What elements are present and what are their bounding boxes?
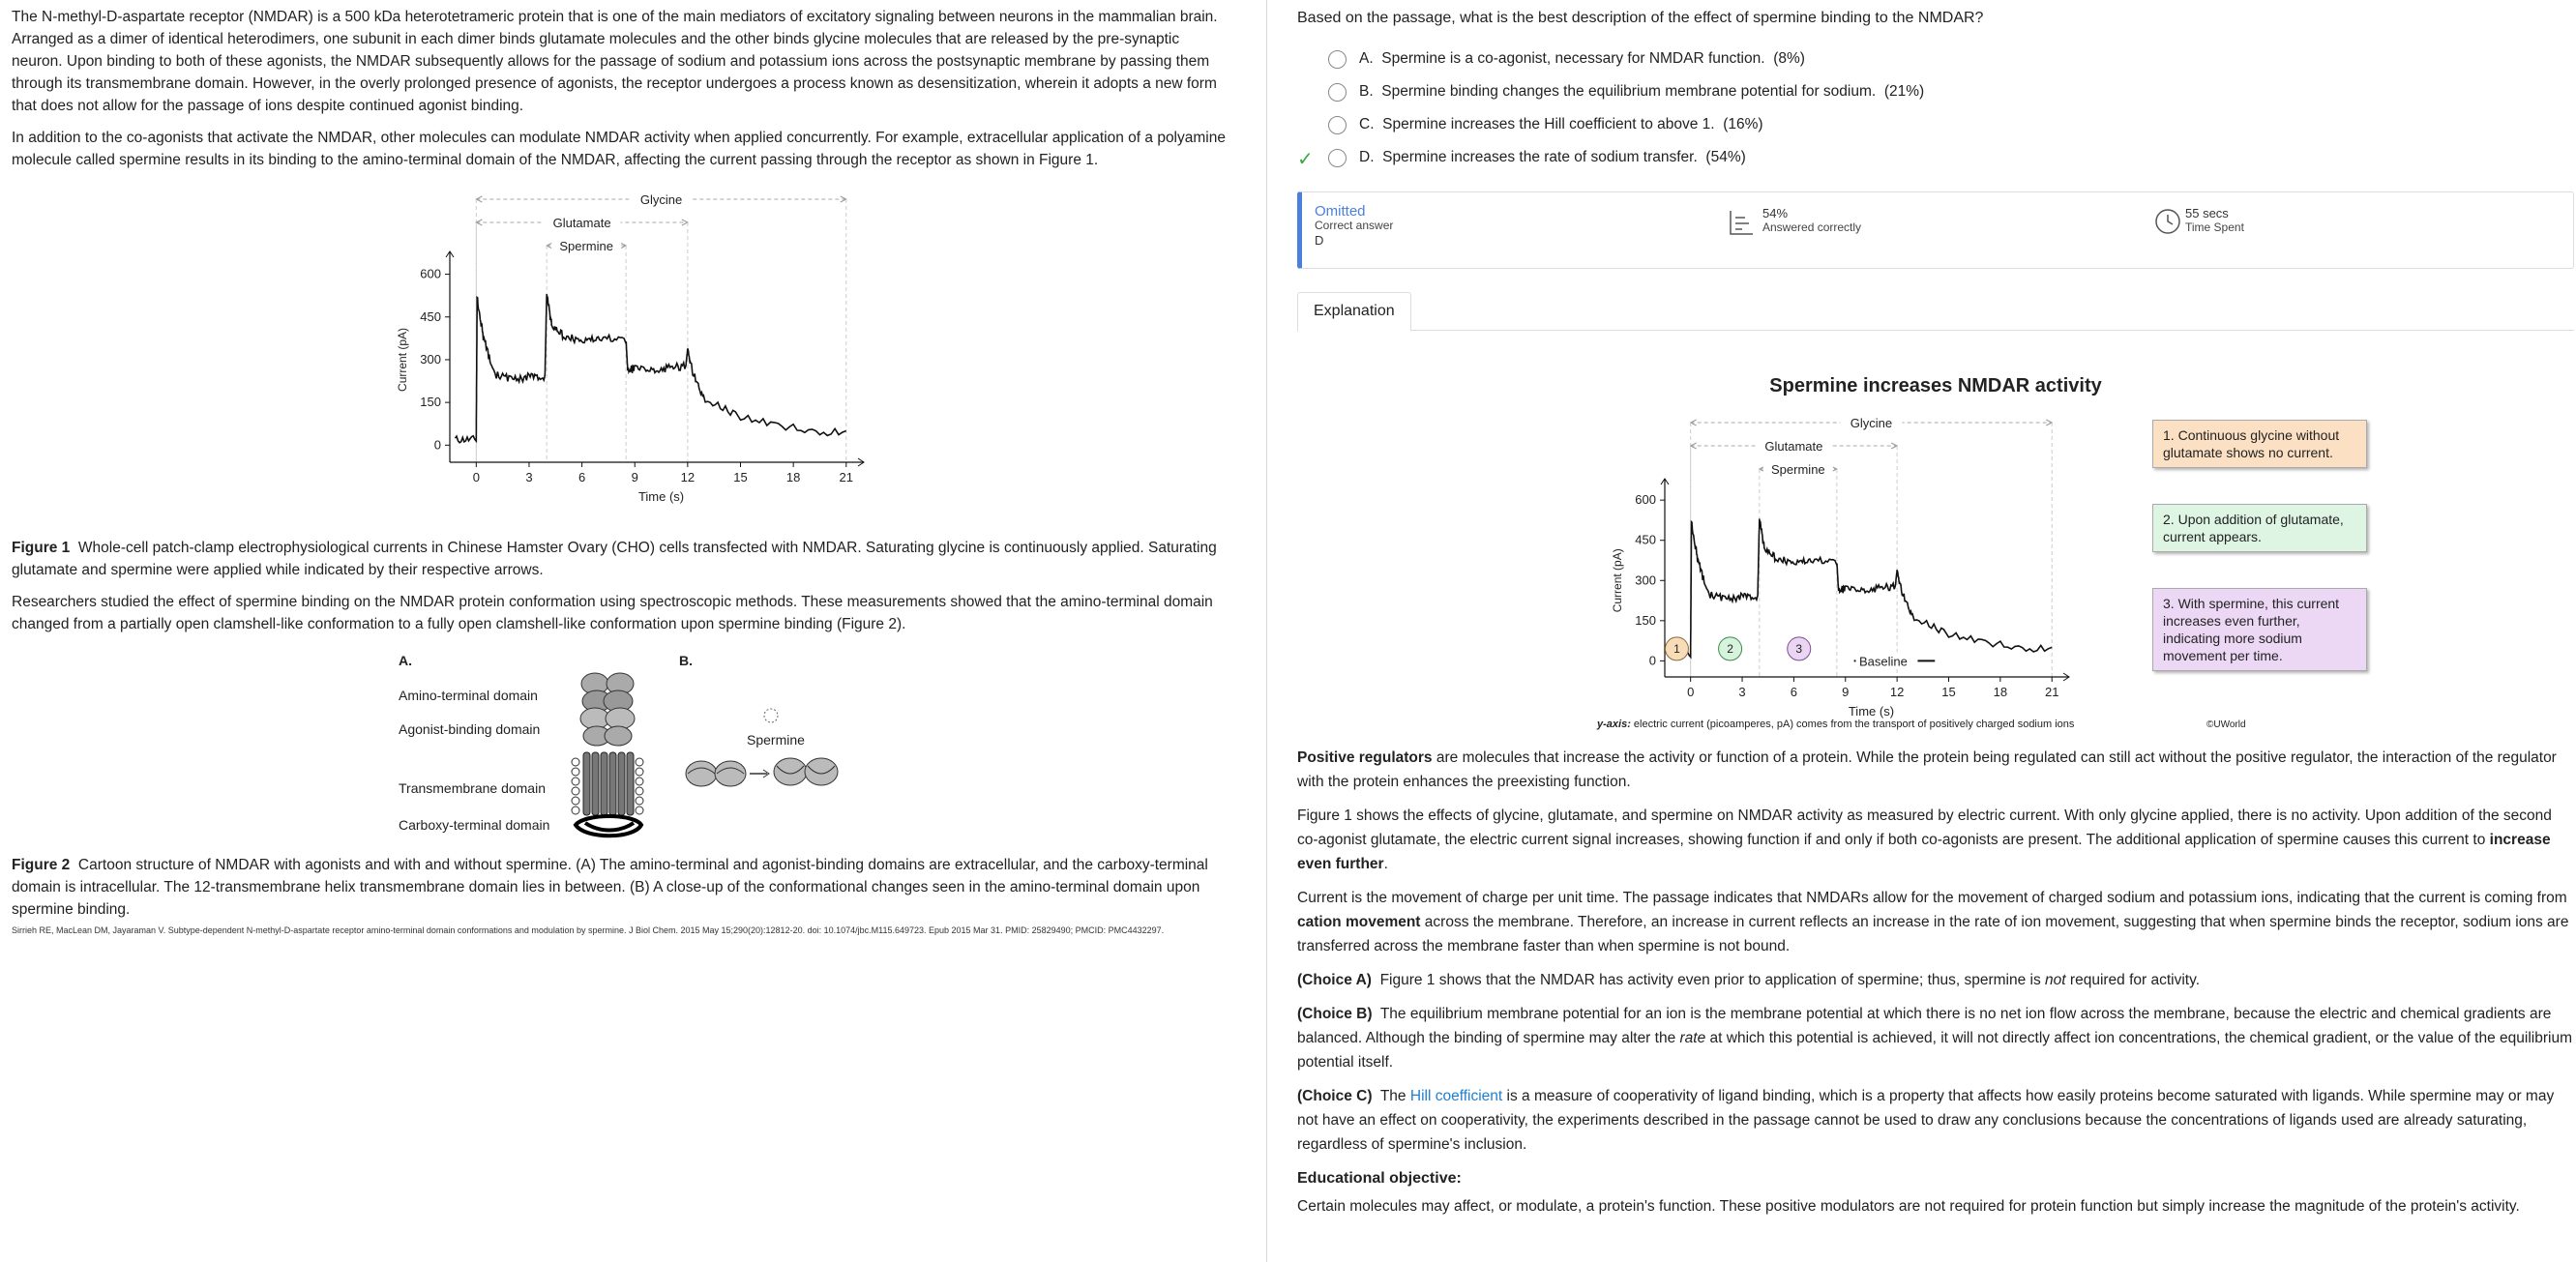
amino-terminal-label: Amino-terminal domain (399, 688, 538, 703)
bar-arrow-right (2046, 420, 2052, 426)
marker-circle-2-label: 2 (1727, 641, 1733, 656)
marker-circle-1-label: 1 (1673, 641, 1680, 656)
bar-label: Spermine (1771, 462, 1825, 477)
spermine-label: Spermine (747, 732, 805, 748)
bar-label: Glutamate (1764, 439, 1823, 454)
choice-d-letter: D. (1359, 149, 1375, 165)
x-axis-label: Time (s) (637, 489, 685, 504)
x-tick-label: 9 (1842, 685, 1850, 699)
note-3-text: With spermine, this current increases even further, indicating more sodium movement per time. (2163, 596, 2340, 663)
passage-paragraph-2: In addition to the co-agonists that activate the NMDAR, other molecules can modulate NMDAR activity when applied concurrently. For example, extracellular application of a polyamine molecule called spermine results in its binding to the amino-terminal domain of the NMDAR, affecting the current passing through the receptor as shown in Figure 1. (12, 130, 1226, 168)
note-3 (2152, 588, 2367, 671)
note-2-text: Upon addition of glutamate, current appears. (2163, 512, 2344, 544)
bar-chart-icon (1728, 208, 1755, 237)
radio-c[interactable] (1328, 116, 1347, 134)
x-tick-label: 3 (525, 470, 533, 484)
choice-d-percent: (54%) (1705, 149, 1746, 165)
omitted-status: Omitted (1315, 203, 1366, 220)
x-tick-label: 18 (1993, 685, 2008, 699)
current-trace (456, 294, 846, 443)
copyright: ©UWorld (2206, 719, 2246, 730)
choice-a-letter: A. (1359, 50, 1374, 67)
y-tick-label: 300 (420, 351, 441, 367)
note-1 (2152, 420, 2367, 468)
correct-answer-value: D (1315, 233, 1324, 248)
choice-b-text: Spermine binding changes the equilibrium membrane potential for sodium. (1381, 83, 1877, 100)
radio-d[interactable] (1328, 149, 1347, 167)
figure-1-caption-text: Whole-cell patch-clamp electrophysiological currents in Chinese Hamster Ovary (CHO) cells transfected with NMDAR. Saturating glycine is continuously applied. Saturating glutamate and spermine were applied while indicated by their respective arrows. (12, 540, 1217, 578)
marker-circle-3-label: 3 (1795, 641, 1803, 656)
x-tick-label: 0 (472, 470, 480, 484)
question-stem: Based on the passage, what is the best description of the effect of spermine binding to the NMDAR? (1297, 10, 1984, 26)
choice-a[interactable] (1297, 43, 2576, 75)
carboxy-terminal-label: Carboxy-terminal domain (399, 817, 550, 833)
y-tick-label: 150 (420, 395, 441, 410)
note-1-num: 1. (2163, 427, 2175, 443)
time-spent-label: Time Spent (2185, 220, 2244, 234)
bar-label: Glycine (1850, 416, 1893, 430)
note-3-num: 3. (2163, 596, 2175, 611)
choice-c[interactable] (1297, 108, 2576, 141)
x-tick-label: 15 (733, 470, 748, 484)
x-tick-label: 18 (785, 470, 801, 484)
figure-1-label: Figure 1 (12, 540, 71, 556)
x-tick-label: 12 (680, 470, 696, 484)
choice-b[interactable] (1297, 75, 2576, 108)
passage-paragraph-3: Researchers studied the effect of spermine binding on the NMDAR protein conformation using spectroscopic methods. These measurements showed that the amino-terminal domain changed from a partially open clamshell-like conformation to a fully open clamshell-like conformation upon spermine binding (Figure 2). (12, 594, 1213, 632)
choice-a-percent: (8%) (1773, 50, 1805, 67)
x-tick-label: 0 (1687, 685, 1695, 699)
yaxis-note-label: y-axis: (1597, 719, 1631, 730)
percent-stat (1728, 206, 1861, 235)
explanation-paragraph-1: Positive regulators are molecules that increase the activity or function of a protein. While the protein being regulated can still act without the positive regulator, the interaction of the regulator with the protein enhances the preexisting function. (1297, 749, 2557, 790)
passage-paragraph-1: The N-methyl-D-aspartate receptor (NMDAR) is a 500 kDa heterotetrameric protein that is one of the main mediators of excitatory signaling between neurons in the mammalian brain. Arranged as a dimer of identical heterodimers, one subunit in each dimer binds glutamate molecules and the other binds glycine molecules that are released by the pre-synaptic neuron. Upon binding to both of these agonists, the NMDAR subsequently allows for the passage of sodium and potassium ions across the postsynaptic membrane by passing them through its transmembrane domain. However, in the overly prolonged presence of agonists, the receptor undergoes a process known as desensitization, wherein it adopts a new form that does not allow for the passage of ions despite continued agonist binding. (12, 9, 1218, 114)
choice-c-letter: C. (1359, 116, 1375, 132)
y-tick-label: 150 (1635, 612, 1656, 628)
y-tick-label: 450 (1635, 532, 1656, 547)
x-tick-label: 6 (577, 470, 586, 484)
yaxis-note (1597, 719, 2074, 730)
passage-pane[interactable] (0, 0, 1267, 1262)
explanation-choice-a: (Choice A) Figure 1 shows that the NMDAR has activity even prior to application of spermine; thus, spermine is not required for activity. (1297, 972, 2201, 988)
explanation-paragraph-2: Figure 1 shows the effects of glycine, glutamate, and spermine on NMDAR activity as measured by electric current. With only glycine applied, there is no activity. Upon addition of the second co-agonist glutamate, the electric current signal increases, showing function if and only if both co-agonists are present. The additional application of spermine causes this current to increase even further. (1297, 807, 2552, 872)
answer-choices (1297, 43, 2576, 174)
clock-icon (2153, 207, 2182, 236)
spermine-molecule-icon (764, 709, 778, 722)
radio-a[interactable] (1328, 50, 1347, 69)
choice-d[interactable] (1297, 141, 2576, 174)
figure-2-label: Figure 2 (12, 857, 71, 873)
figure-1-chart (387, 184, 890, 522)
figure-2-caption (12, 854, 1230, 921)
choice-c-percent: (16%) (1723, 116, 1763, 132)
question-pane[interactable] (1268, 0, 2576, 1262)
y-axis-label: Current (pA) (1611, 548, 1624, 613)
explanation-body (1297, 746, 2574, 1218)
time-spent-value: 55 secs (2185, 206, 2229, 220)
figure-2 (397, 651, 880, 844)
y-tick-label: 0 (433, 437, 441, 453)
x-tick-label: 9 (631, 470, 638, 484)
x-tick-label: 15 (1941, 685, 1956, 699)
percent-correct-label: Answered correctly (1762, 220, 1862, 234)
choice-b-percent: (21%) (1883, 83, 1925, 100)
bar-label: Glutamate (552, 216, 611, 230)
tab-explanation[interactable]: Explanation (1297, 292, 1411, 332)
choice-d-text: Spermine increases the rate of sodium transfer. (1382, 149, 1698, 165)
percent-correct-value: 54% (1762, 206, 1789, 220)
explanation-choice-c: (Choice C) The Hill coefficient is a measure of cooperativity of ligand binding, which is a property that affects how easily proteins become saturated with ligands. While spermine may or may not have an effect on cooperativity, the experiments described in the passage cannot be used to draw any conclusions because the concentrations of ligands used are already saturating, regardless of spermine's inclusion. (1297, 1088, 2555, 1153)
tab-bar (1297, 292, 2574, 331)
figure-1-caption (12, 537, 1230, 581)
y-tick-label: 450 (420, 308, 441, 324)
educational-objective-text: Certain molecules may affect, or modulate, a protein's function. These positive modulators are not required for protein function but simply increase the magnitude of the protein's activity. (1297, 1198, 2520, 1215)
figure-2-caption-text: Cartoon structure of NMDAR with agonists and with and without spermine. (A) The amino-terminal and agonist-binding domains are extracellular, and the carboxy-terminal domain is intracellular. The 12-transmembrane helix transmembrane domain lies in between. (B) A close-up of the conformational changes seen in the amino-terminal domain upon spermine binding. (12, 857, 1208, 918)
choice-b-letter: B. (1359, 83, 1374, 100)
x-tick-label: 21 (2044, 685, 2059, 699)
choice-c-text: Spermine increases the Hill coefficient to above 1. (1382, 116, 1715, 132)
explanation-choice-b: (Choice B) The equilibrium membrane potential for an ion is the membrane potential at which there is no net ion flow across the membrane, because the electric and chemical gradients are balanced. Although the binding of spermine may alter the rate at which this potential is achieved, it will not directly affect ion concentrations, the chemical gradient, or the value of the equilibrium potential itself. (1297, 1006, 2572, 1071)
explanation-chart (1597, 403, 2100, 737)
bar-label: Glycine (639, 192, 683, 207)
nmdar-cartoon (566, 651, 653, 844)
note-2-num: 2. (2163, 512, 2175, 527)
y-tick-label: 600 (420, 266, 441, 281)
transmembrane-label: Transmembrane domain (399, 780, 546, 796)
radio-b[interactable] (1328, 83, 1347, 102)
baseline-label: Baseline (1858, 654, 1908, 669)
x-tick-label: 6 (1790, 685, 1798, 699)
explanation-figure (1597, 398, 2574, 742)
x-tick-label: 21 (839, 470, 854, 484)
agonist-binding-label: Agonist-binding domain (399, 721, 541, 737)
explanation-paragraph-3: Current is the movement of charge per unit time. The passage indicates that NMDARs allow for the movement of charged sodium and potassium ions, indicating that the current is coming from cation movement across the membrane. Therefore, an increase in current reflects an increase in the rate of ion movement, suggesting that when spermine binds the receptor, sodium ions are transferred across the membrane faster than when spermine is not bound. (1297, 890, 2569, 954)
note-2 (2152, 504, 2367, 552)
citation: Sirrieh RE, MacLean DM, Jayaraman V. Subtype-dependent N-methyl-D-aspartate receptor amino-terminal domain conformations and modulation by spermine. J Biol Chem. 2015 May 15;290(20):12812-20. doi: 10.1074/jbc.M115.649723. Epub 2015 Mar 31. PMID: 25829490; PMCID: PMC4432297. (12, 925, 1165, 935)
time-stat (2153, 206, 2244, 235)
y-tick-label: 300 (1635, 572, 1656, 588)
educational-objective-title: Educational objective: (1297, 1170, 1462, 1187)
omitted-stat (1315, 204, 1393, 248)
bar-label: Spermine (559, 239, 613, 253)
y-tick-label: 0 (1648, 653, 1656, 668)
note-1-text: Continuous glycine without glutamate shows no current. (2163, 427, 2340, 460)
y-tick-label: 600 (1635, 492, 1656, 508)
correct-answer-label: Correct answer (1315, 219, 1394, 232)
correct-check-icon: ✓ (1297, 149, 1314, 170)
x-tick-label: 12 (1889, 685, 1905, 699)
figure-2a-label: A. (399, 653, 412, 668)
y-axis-label: Current (pA) (396, 327, 409, 392)
clamshell-diagram (682, 704, 875, 810)
hill-coefficient-link[interactable]: Hill coefficient (1409, 1088, 1503, 1104)
explanation-figure-title: Spermine increases NMDAR activity (1769, 375, 2102, 396)
x-axis-label: Time (s) (1848, 704, 1895, 719)
choice-a-text: Spermine is a co-agonist, necessary for NMDAR function. (1381, 50, 1765, 67)
yaxis-note-text: electric current (picoamperes, pA) comes from the transport of positively charged sodium ions (1633, 719, 2075, 730)
figure-2b-label: B. (679, 653, 693, 668)
answer-stats-panel (1297, 191, 2574, 269)
x-tick-label: 3 (1738, 685, 1746, 699)
